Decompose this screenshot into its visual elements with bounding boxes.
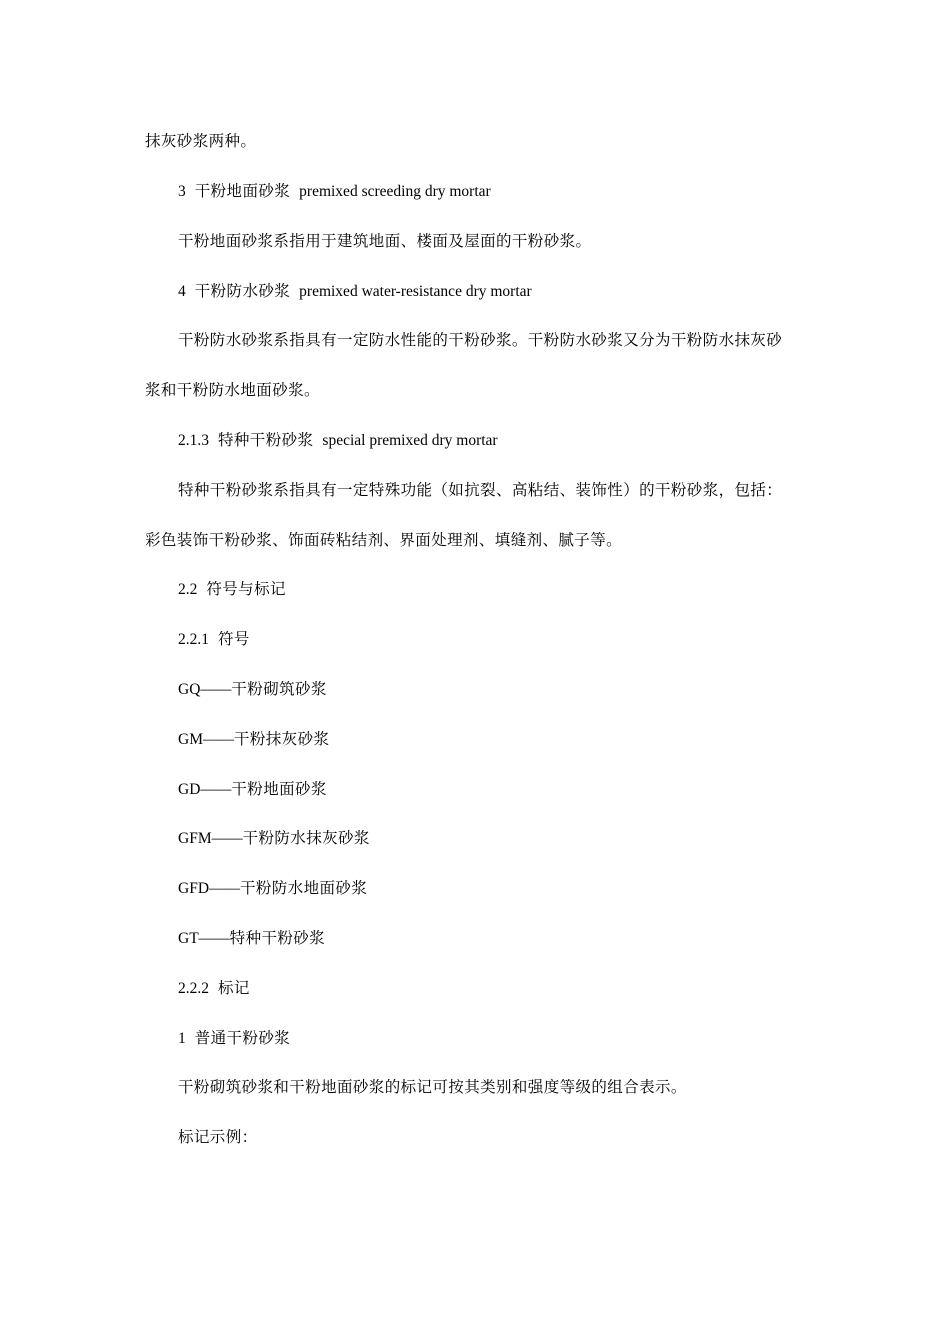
term-number: 3	[178, 183, 186, 200]
term-heading	[178, 181, 491, 202]
section-heading	[178, 430, 498, 451]
symbol-code: GT	[178, 930, 199, 947]
paragraph-text: 抹灰砂浆两种。	[145, 132, 257, 150]
term-chinese-name: 干粉地面砂浆	[194, 182, 291, 200]
paragraph-continuation	[145, 380, 320, 400]
symbol-code: GFD	[178, 880, 210, 897]
symbol-meaning: 干粉防水抹灰砂浆	[242, 829, 370, 847]
symbol-code: GM	[178, 731, 203, 748]
section-title: 符号	[218, 630, 250, 648]
section-number: 2.2.2	[178, 980, 209, 997]
symbol-dash: ——	[209, 880, 241, 897]
symbol-entry	[178, 679, 327, 700]
term-number: 4	[178, 283, 186, 300]
symbol-dash: ——	[202, 731, 234, 748]
item-number: 1	[178, 1030, 186, 1047]
symbol-entry	[178, 779, 327, 800]
symbol-code: GQ	[178, 681, 201, 698]
paragraph-text: 浆和干粉防水地面砂浆。	[145, 381, 320, 399]
section-heading	[178, 629, 250, 650]
term-chinese-name: 特种干粉砂浆	[218, 431, 314, 449]
definition-paragraph	[178, 1077, 687, 1097]
item-title: 普通干粉砂浆	[194, 1029, 291, 1047]
symbol-meaning: 干粉防水地面砂浆	[240, 879, 368, 897]
definition-paragraph	[178, 231, 591, 251]
section-number: 2.2	[178, 581, 198, 598]
symbol-dash: ——	[200, 781, 232, 798]
definition-paragraph	[178, 480, 782, 500]
paragraph-continuation	[145, 131, 256, 151]
symbol-meaning: 干粉抹灰砂浆	[233, 730, 330, 748]
symbol-dash: ——	[200, 681, 232, 698]
symbol-code: GD	[178, 781, 201, 798]
term-english-name: premixed water-resistance dry mortar	[299, 283, 532, 300]
item-heading	[178, 1028, 290, 1049]
term-heading	[178, 281, 532, 302]
paragraph-text: 标记示例：	[178, 1128, 258, 1146]
symbol-dash: ——	[211, 830, 243, 847]
example-label	[178, 1127, 258, 1147]
section-heading	[178, 579, 286, 600]
symbol-entry	[178, 828, 370, 849]
term-english-name: special premixed dry mortar	[322, 432, 498, 449]
symbol-entry	[178, 928, 325, 949]
term-chinese-name: 干粉防水砂浆	[194, 282, 291, 300]
symbol-meaning: 干粉砌筑砂浆	[231, 680, 327, 698]
section-number: 2.1.3	[178, 432, 209, 449]
paragraph-text: 干粉砌筑砂浆和干粉地面砂浆的标记可按其类别和强度等级的组合表示。	[178, 1078, 687, 1096]
symbol-code: GFM	[178, 830, 212, 847]
paragraph-text: 干粉防水砂浆系指具有一定防水性能的干粉砂浆。干粉防水砂浆又分为干粉防水抹灰砂	[178, 331, 783, 349]
symbol-dash: ——	[198, 930, 230, 947]
section-number: 2.2.1	[178, 631, 209, 648]
term-english-name: premixed screeding dry mortar	[299, 183, 491, 200]
paragraph-continuation	[145, 530, 622, 550]
definition-paragraph	[178, 330, 782, 350]
symbol-entry	[178, 729, 329, 750]
paragraph-text: 特种干粉砂浆系指具有一定特殊功能（如抗裂、高粘结、装饰性）的干粉砂浆，包括：	[178, 481, 783, 499]
paragraph-text: 干粉地面砂浆系指用于建筑地面、楼面及屋面的干粉砂浆。	[178, 232, 592, 250]
paragraph-text: 彩色装饰干粉砂浆、饰面砖粘结剂、界面处理剂、填缝剂、腻子等。	[145, 531, 623, 549]
symbol-entry	[178, 878, 367, 899]
section-heading	[178, 978, 250, 999]
section-title: 标记	[218, 979, 250, 997]
symbol-meaning: 干粉地面砂浆	[231, 780, 327, 798]
section-title: 符号与标记	[206, 580, 286, 598]
symbol-meaning: 特种干粉砂浆	[229, 929, 326, 947]
